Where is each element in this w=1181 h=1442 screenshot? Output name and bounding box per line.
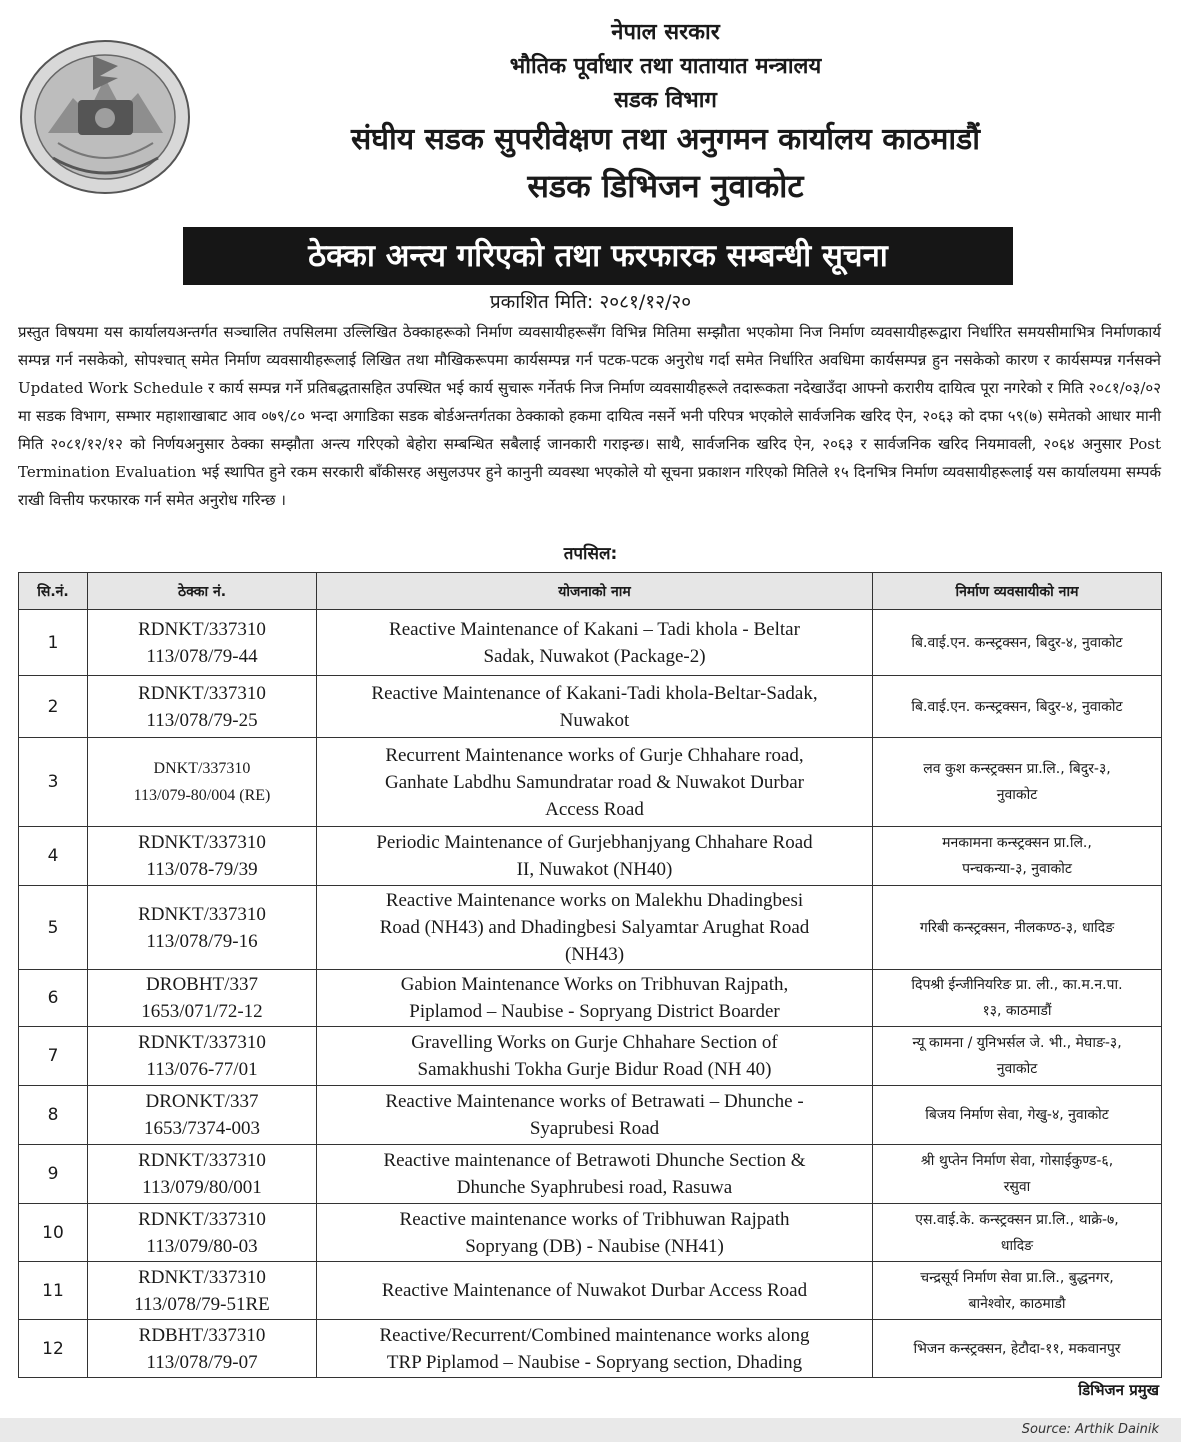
row-contract: RDNKT/337310 113/078/79-51RE (88, 1262, 317, 1320)
row-sn: 7 (19, 1027, 88, 1086)
row-project: Reactive Maintenance of Nuwakot Durbar Access Road (317, 1262, 873, 1320)
row-contractor: न्यू कामना / युनिभर्सल जे. भी., मेघाङ-३, नुवाकोट (873, 1027, 1162, 1086)
table-row (19, 1262, 1162, 1320)
source-credit: Source: Arthik Dainik (1021, 1422, 1159, 1437)
row-project: Reactive Maintenance of Kakani-Tadi khola-Beltar-Sadak, Nuwakot (317, 676, 873, 738)
row-contract: RDNKT/337310 113/078-79/39 (88, 827, 317, 886)
row-contract: DRONKT/337 1653/7374-003 (88, 1086, 317, 1145)
row-contractor: श्री थुप्तेन निर्माण सेवा, गोसाईकुण्ड-६, रसुवा (873, 1145, 1162, 1204)
row-sn: 5 (19, 886, 88, 970)
schedule-heading: तपसिल: (563, 544, 618, 564)
row-sn: 9 (19, 1145, 88, 1204)
row-contractor: दिपश्री ईन्जीनियरिङ प्रा. ली., का.म.न.पा. १३, काठमाडौं (873, 970, 1162, 1027)
row-project: Gravelling Works on Gurje Chhahare Section of Samakhushi Tokha Gurje Bidur Road (NH 40) (317, 1027, 873, 1086)
row-sn: 11 (19, 1262, 88, 1320)
row-contractor: बि.वाई.एन. कन्स्ट्रक्सन, बिदुर-४, नुवाकोट (873, 610, 1162, 676)
header-contractor: निर्माण व्यवसायीको नाम (873, 573, 1162, 610)
table-header-row (19, 573, 1162, 610)
row-project: Recurrent Maintenance works of Gurje Chhahare road, Ganhate Labdhu Samundratar road & Nuwakot Durbar Access Road (317, 738, 873, 827)
nepal-government-emblem (18, 38, 193, 196)
table-row (19, 886, 1162, 970)
notice-paragraph: प्रस्तुत विषयमा यस कार्यालयअन्तर्गत सञ्चालित तपसिलमा उल्लिखित ठेक्काहरूको निर्माण व्यवसायीहरूसँग विभिन्न मितिमा सम्झौता भएकोमा निज निर्माण व्यवसायीहरूद्वारा निर्धारित समयसीमाभित्र निर्माणकार्य सम्पन्न गर्न नसकेको, सोपश्चात् समेत निर्माण व्यवसायीहरूलाई लिखित तथा मौखिकरूपमा कार्यसम्पन्न गर्न पटक-पटक अनुरोध गर्दा समेत निर्धारित अवधिमा कार्यसम्पन्न हुन नसकेको कारण र कार्यसम्पन्न गर्नसक्ने Updated Work Schedule र कार्य सम्पन्न गर्ने प्रतिबद्धतासहित उपस्थित भई कार्य सुचारू गर्नेतर्फ निज निर्माण व्यवसायीहरूले तदारूकता नदेखाउँदा आफ्नो करारीय दायित्व पूरा नगरेको र मिति २०८१/०३/०२ मा सडक विभाग, सम्भार महाशाखाबाट आव ०७९/८० भन्दा अगाडिका सडक बोर्डअन्तर्गतका ठेक्काको हकमा दायित्व नसर्ने भनी परिपत्र भएकोले सार्वजनिक खरिद ऐन, २०६३ को दफा ५९(७) समेतको आधार मानी मिति २०८१/१२/१२ को निर्णयअनुसार ठेक्का सम्झौता अन्त्य गरिएको बेहोरा सम्बन्धित सबैलाई जानकारी गराइन्छ। साथै, सार्वजनिक खरिद ऐन, २०६३ र सार्वजनिक खरिद नियमावली, २०६४ अनुसार Post Termination Evaluation भई स्थापित हुने रकम सरकारी बाँकीसरह असुलउपर हुने कानुनी व्यवस्था भएकोले यो सूचना प्रकाशन गरिएको मितिले १५ दिनभित्र निर्माण व्यवसायीहरूलाई यस कार्यालयमा सम्पर्क राखी वित्तीय फरफारक गर्न समेत अनुरोध गरिन्छ । (18, 323, 1161, 509)
division-name: सडक डिभिजन नुवाकोट (527, 167, 804, 205)
row-contract: RDBHT/337310 113/078/79-07 (88, 1320, 317, 1378)
row-project: Reactive/Recurrent/Combined maintenance works along TRP Piplamod – Naubise - Sopryang section, Dhading (317, 1320, 873, 1378)
published-date: प्रकाशित मिति: २०८१/१२/२० (489, 291, 692, 313)
government-name: नेपाल सरकार (611, 20, 720, 45)
row-contract: RDNKT/337310 113/079/80/001 (88, 1145, 317, 1204)
table-row (19, 1145, 1162, 1204)
row-contractor: लव कुश कन्स्ट्रक्सन प्रा.लि., बिदुर-३, नुवाकोट (873, 738, 1162, 827)
row-contractor: एस.वाई.के. कन्स्ट्रक्सन प्रा.लि., थाक्रे-७, धादिङ (873, 1204, 1162, 1262)
row-project: Periodic Maintenance of Gurjebhanjyang Chhahare Road II, Nuwakot (NH40) (317, 827, 873, 886)
row-contract: DROBHT/337 1653/071/72-12 (88, 970, 317, 1027)
row-project: Reactive maintenance works of Tribhuwan Rajpath Sopryang (DB) - Naubise (NH41) (317, 1204, 873, 1262)
row-project: Reactive Maintenance works of Betrawati – Dhunche - Syaprubesi Road (317, 1086, 873, 1145)
row-sn: 8 (19, 1086, 88, 1145)
row-contractor: गरिबी कन्स्ट्रक्सन, नीलकण्ठ-३, धादिङ (873, 886, 1162, 970)
footer-bar (0, 1418, 1181, 1442)
table-row (19, 1027, 1162, 1086)
row-sn: 6 (19, 970, 88, 1027)
row-contract: RDNKT/337310 113/076-77/01 (88, 1027, 317, 1086)
row-contractor: चन्द्रसूर्य निर्माण सेवा प्रा.लि., बुद्धनगर, बानेश्वोर, काठमाडौ (873, 1262, 1162, 1320)
row-sn: 2 (19, 676, 88, 738)
table-row (19, 1320, 1162, 1378)
header-sn: सि.नं. (19, 573, 88, 610)
row-project: Reactive maintenance of Betrawoti Dhunche Section & Dhunche Syaphrubesi road, Rasuwa (317, 1145, 873, 1204)
row-contractor: मनकामना कन्स्ट्रक्सन प्रा.लि., पन्चकन्या-३, नुवाकोट (873, 827, 1162, 886)
table-row (19, 970, 1162, 1027)
table-row (19, 738, 1162, 827)
ministry-name: भौतिक पूर्वाधार तथा यातायात मन्त्रालय (509, 54, 822, 79)
table-row (19, 827, 1162, 886)
table-row (19, 1204, 1162, 1262)
row-contract: RDNKT/337310 113/078/79-16 (88, 886, 317, 970)
division-chief-signoff: डिभिजन प्रमुख (1078, 1381, 1159, 1399)
table-row (19, 676, 1162, 738)
table-row (19, 1086, 1162, 1145)
row-sn: 10 (19, 1204, 88, 1262)
header-contract: ठेक्का नं. (88, 573, 317, 610)
department-name: सडक विभाग (614, 88, 717, 113)
row-contract: RDNKT/337310 113/078/79-25 (88, 676, 317, 738)
row-sn: 4 (19, 827, 88, 886)
office-name: संघीय सडक सुपरीवेक्षण तथा अनुगमन कार्यालय काठमाडौं (350, 122, 981, 157)
contracts-table (18, 572, 1162, 1378)
row-sn: 3 (19, 738, 88, 827)
row-project: Gabion Maintenance Works on Tribhuvan Rajpath, Piplamod – Naubise - Sopryang District Boarder (317, 970, 873, 1027)
notice-title: ठेक्का अन्त्य गरिएको तथा फरफारक सम्बन्धी सूचना (183, 227, 1013, 285)
row-contract: RDNKT/337310 113/079/80-03 (88, 1204, 317, 1262)
header-project: योजनाको नाम (317, 573, 873, 610)
row-sn: 12 (19, 1320, 88, 1378)
row-contract: RDNKT/337310 113/078/79-44 (88, 610, 317, 676)
row-contractor: भिजन कन्स्ट्रक्सन, हेटौदा-११, मकवानपुर (873, 1320, 1162, 1378)
row-project: Reactive Maintenance works on Malekhu Dhadingbesi Road (NH43) and Dhadingbesi Salyamtar Arughat Road (NH43) (317, 886, 873, 970)
row-contractor: बिजय निर्माण सेवा, गेखु-४, नुवाकोट (873, 1086, 1162, 1145)
row-contractor: बि.वाई.एन. कन्स्ट्रक्सन, बिदुर-४, नुवाकोट (873, 676, 1162, 738)
notice-header (170, 16, 1161, 210)
row-project: Reactive Maintenance of Kakani – Tadi khola - Beltar Sadak, Nuwakot (Package-2) (317, 610, 873, 676)
row-contract: DNKT/337310 113/079-80/004 (RE) (88, 738, 317, 827)
table-row (19, 610, 1162, 676)
row-sn: 1 (19, 610, 88, 676)
